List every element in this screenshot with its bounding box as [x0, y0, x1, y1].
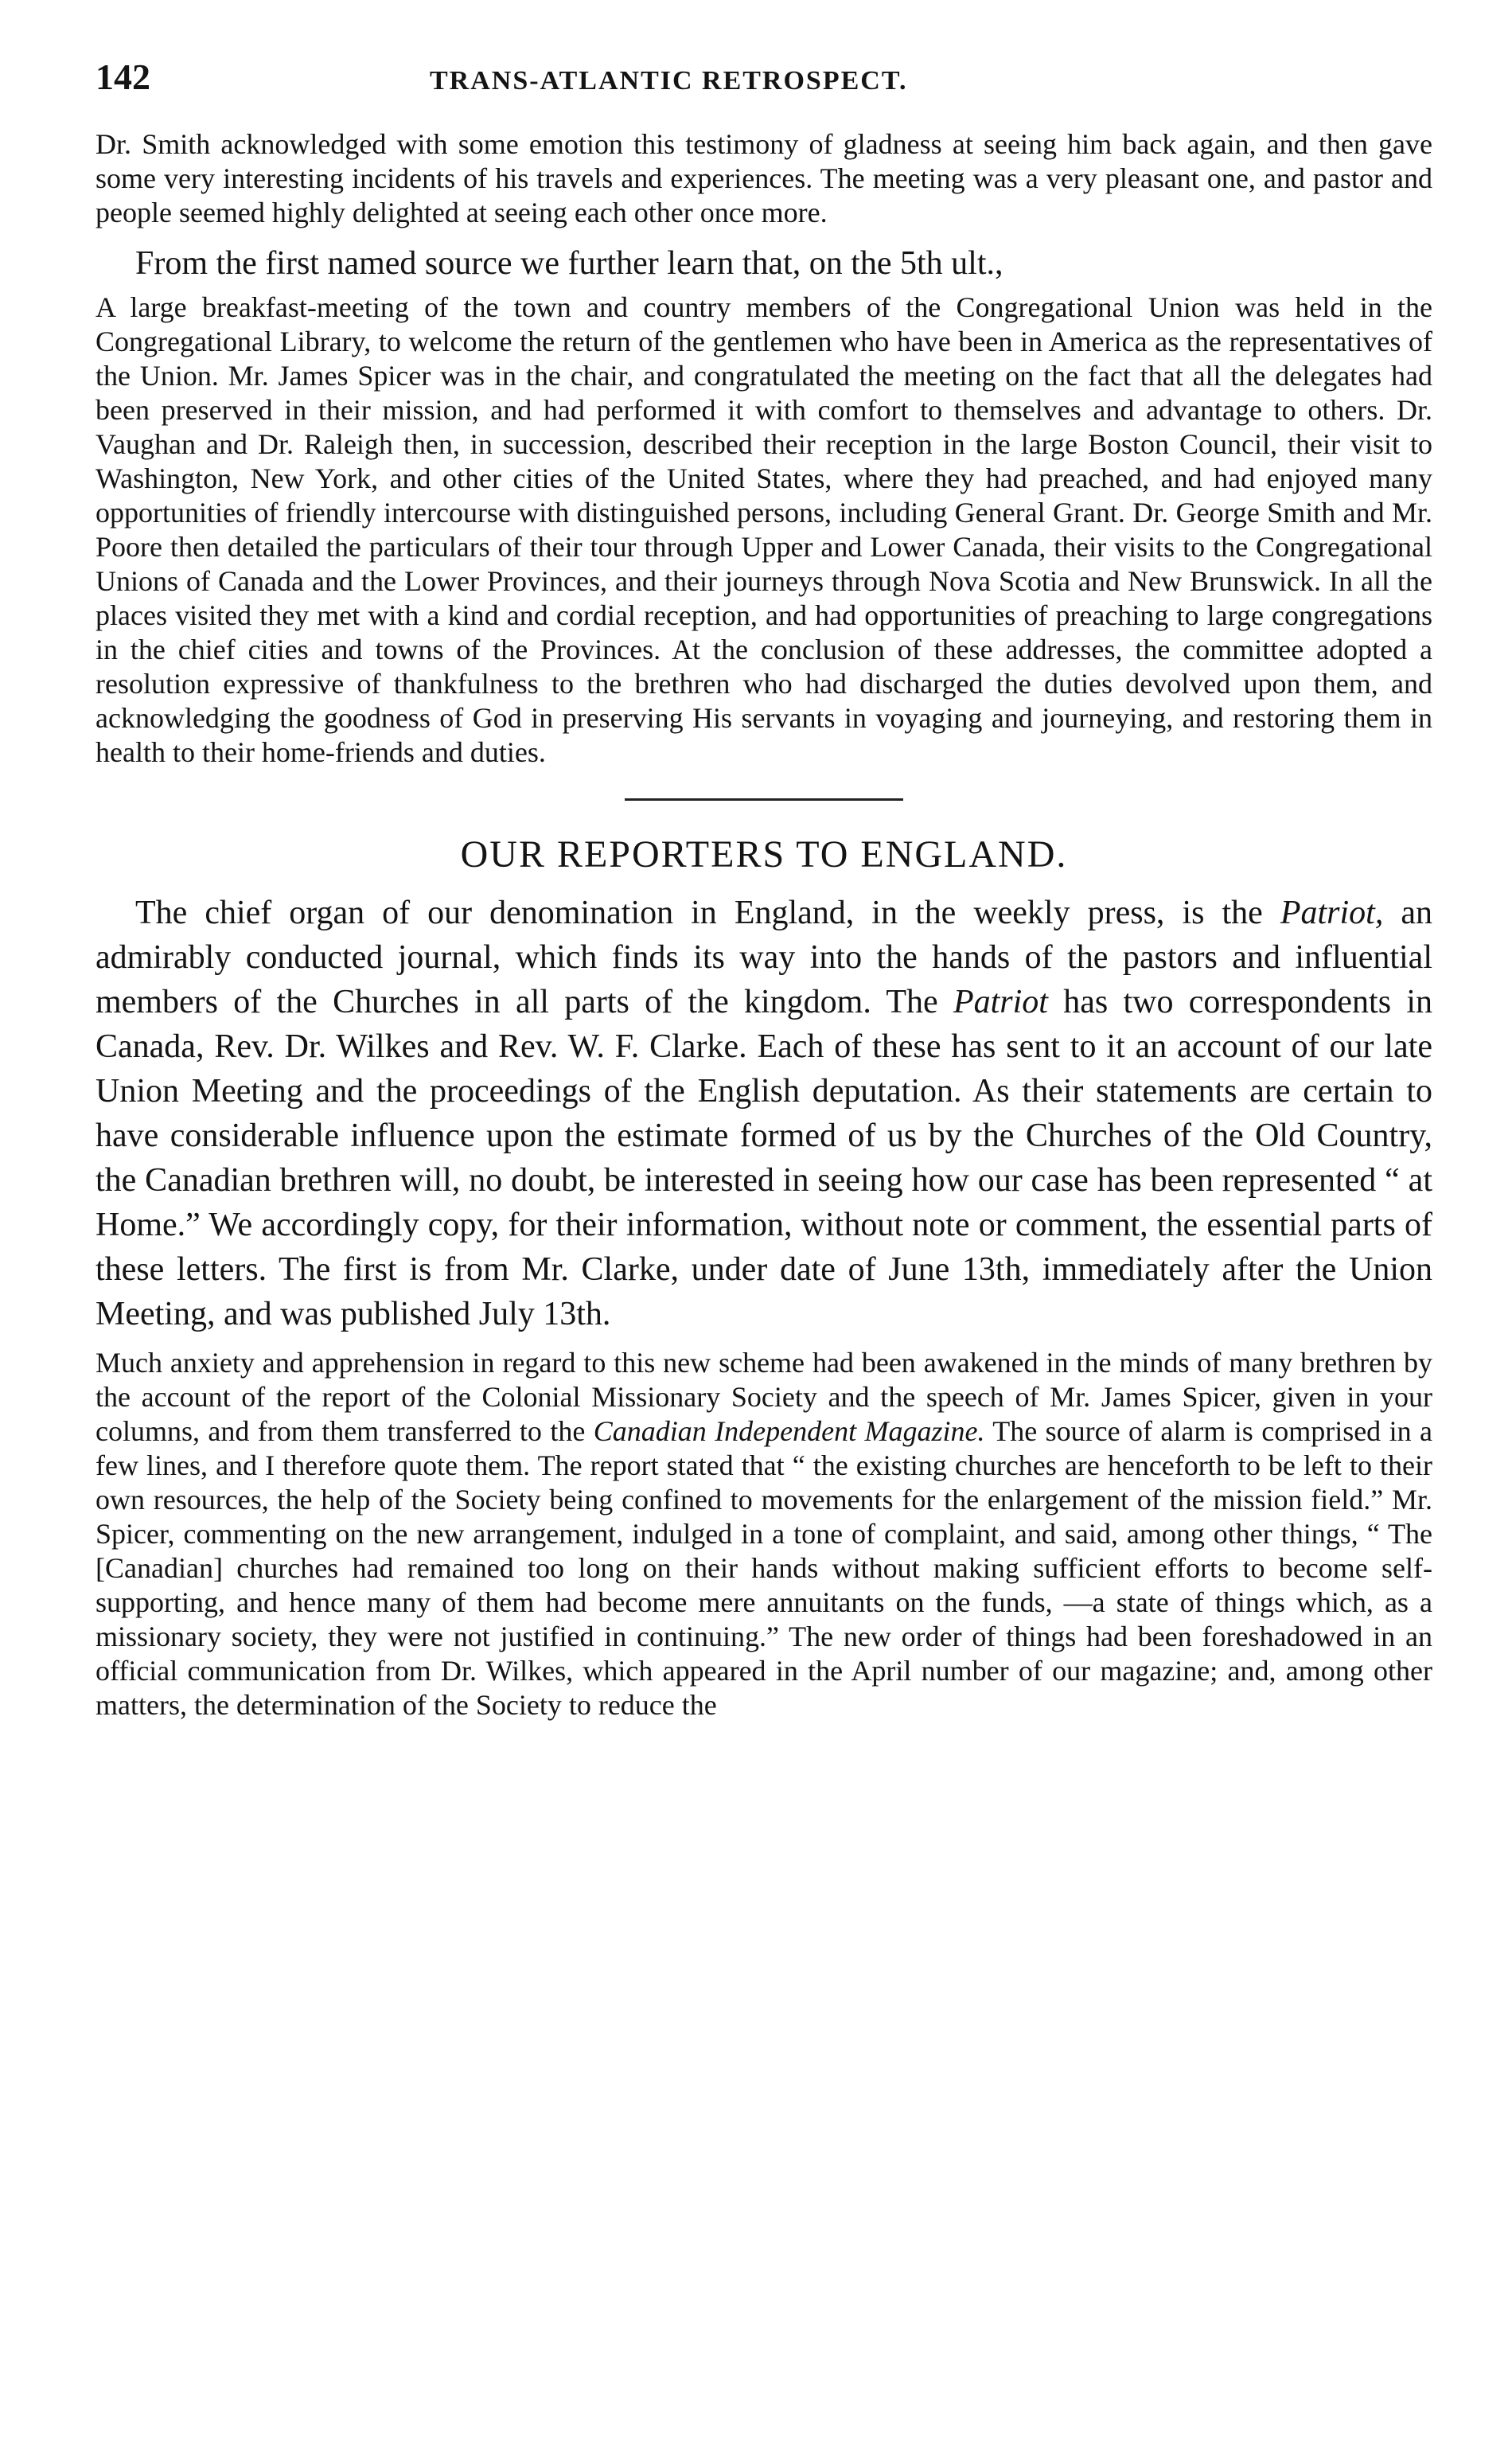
page: [95, 56, 1432, 1722]
running-head: TRANS-ATLANTIC RETROSPECT.: [430, 66, 908, 96]
section-divider: [625, 798, 903, 801]
paragraph-first-named-source: From the first named source we further learn that, on the 5th ult.,: [135, 245, 1003, 282]
patriot-italic: Patriot: [953, 984, 1048, 1020]
paragraph-smith-acknowledged: Dr. Smith acknowledged with some emotion this testimony of gladness at seeing him back again, and then gave some very interesting incidents of his travels and experiences. The meeting was a very pleasant one, and pastor and people seemed highly delighted at seeing each other once more.: [95, 128, 1432, 228]
quote-breakfast-meeting: A large breakfast-meeting of the town and country members of the Congregational Union was held in the Congregational Library, to welcome the return of the gentlemen who have been in America as the representatives of the Union. Mr. James Spicer was in the chair, and congratulated the meeting on the fact that all the delegates had been preserved in their mission, and had performed it with comfort to themselves and advantage to others. Dr. Vaughan and Dr. Raleigh then, in succession, described their reception in the large Boston Council, their visit to Washington, New York, and other cities of the United States, where they had preached, and had enjoyed many opportunities of friendly intercourse with distinguished persons, including General Grant. Dr. George Smith and Mr. Poore then detailed the particulars of their tour through Upper and Lower Canada, their visits to the Congregational Unions of Canada and the Lower Provinces, and their journeys through Nova Scotia and New Brunswick. In all the places visited they met with a kind and cordial reception, and had opportunities of preaching to large congregations in the chief cities and towns of the Provinces. At the conclusion of these addresses, the committee adopted a resolution expressive of thankfulness to the brethren who had discharged the duties devolved upon them, and acknowledging the goodness of God in preserving His servants in voyaging and journeying, and restoring them in health to their home-friends and duties.: [95, 291, 1432, 768]
text-segment: Much anxiety and apprehension in regard to this new scheme had been awakened in the minds of many brethren by the account of the report of the Colonial Missionary Society and the speech of Mr. James Spicer, given in your columns, and from them transferred to the: [95, 1347, 1432, 1447]
magazine-italic: Canadian Independent Magazine.: [593, 1415, 985, 1447]
text-segment: The source of alarm is comprised in a few lines, and I therefore quote them. The report stated that “ the existing churches are henceforth to be left to their own resources, the help of the Society being confined to movements for the enlargement of the mission field.” Mr. Spicer, commenting on the new arrangement, indulged in a tone of complaint, and said, among other things, “ The [Canadian] churches had remained too long on their hands without making sufficient efforts to become self-supporting, and hence many of them had become mere annuitants on the funds, —a state of things which, as a missionary society, they were not justified in continuing.” The new order of things had been foreshadowed in an official communication from Dr. Wilkes, which appeared in the April number of our magazine; and, among other matters, the determination of the Society to reduce the: [95, 1415, 1432, 1721]
text-segment: an admirably conducted journal, which finds its way into the hands of the pastors and influential members of the Churches in all parts of the kingdom. The: [95, 895, 1432, 1020]
page-header: [95, 56, 1432, 111]
text-segment: The chief organ of our denomination in England, in the weekly press, is the: [135, 895, 1280, 931]
text-segment: has two correspondents in Canada, Rev. Dr. Wilkes and Rev. W. F. Clarke. Each of these has sent to it an account of our late Union Meeting and the proceedings of the English deputation. As their statements are certain to have considerable influence upon the estimate formed of us by the Churches of the Old Country, the Canadian brethren will, no doubt, be interested in seeing how our case has been represented “ at Home.” We accordingly copy, for their information, without note or comment, the essential parts of these letters. The first is from Mr. Clarke, under date of June 13th, immediately after the Union Meeting, and was published July 13th.: [95, 984, 1432, 1332]
paragraph-chief-organ: [95, 891, 1432, 1336]
page-number: 142: [95, 57, 150, 97]
quote-much-anxiety: [95, 1346, 1432, 1722]
section-title: OUR REPORTERS TO ENGLAND.: [460, 833, 1068, 876]
patriot-italic: Patriot,: [1280, 895, 1384, 931]
